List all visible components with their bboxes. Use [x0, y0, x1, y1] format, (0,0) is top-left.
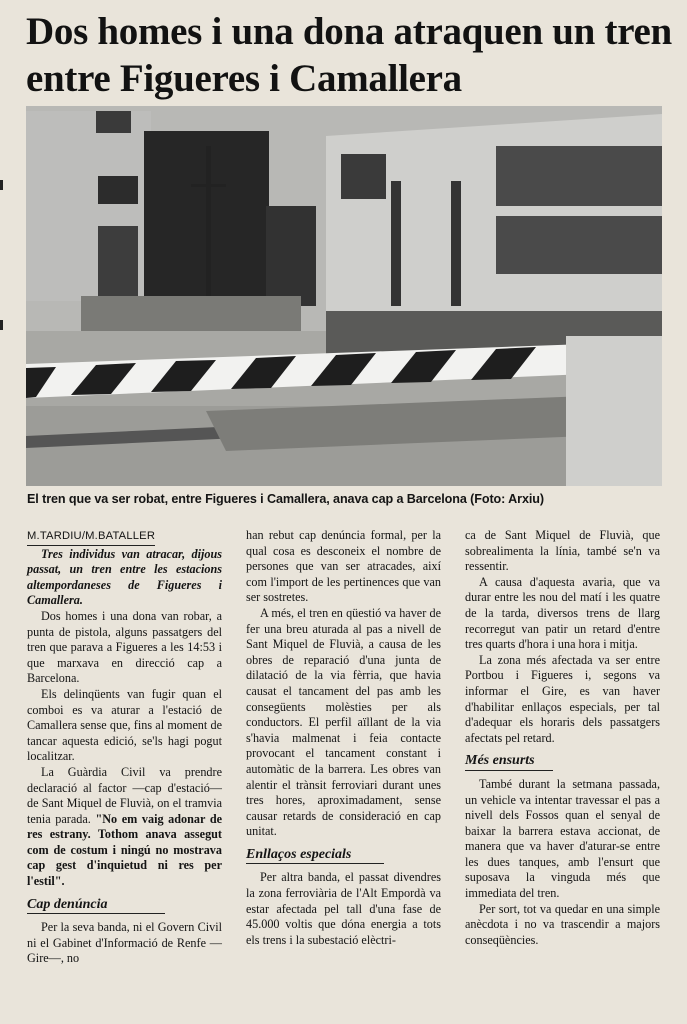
lede-paragraph: Tres individus van atracar, dijous passat, un tren entre les estacions altempordaneses de Figueres i Camallera. [27, 546, 222, 608]
headline: Dos homes i una dona atraquen un tren entre Figueres i Camallera [26, 10, 672, 100]
paragraph: A més, el tren en qüestió va haver de fer una breu aturada al pas a nivell de Sant Miquel de Fluvià, a causa de les obres de reparació d'una junta de dilatació de la via fèrria, que havia causat el tancament del pas amb les consegüents molèsties per als conductors. El perfil aïllant de la via s'havia malmenat i feia contacte provocant el tancament constant i automàtic de la barrera. Les obres van alentir el trànsit ferroviari durant unes tres hores, aproximadament, sense causar retards de consideració en cap unitat. [246, 605, 441, 839]
news-photo-train-level-crossing [26, 106, 662, 486]
subheading-cap-denuncia: Cap denúncia [27, 897, 165, 915]
paragraph: han rebut cap denúncia formal, per la qual cosa es desconeix el nombre de persones que van ser atracades, així com l'import de les pertinences que van ser sostretes. [246, 528, 441, 605]
paragraph: La zona més afectada va ser entre Portbou i Figueres i, segons va informar el Gire, es van haver d'habilitar enllaços especials, per tal d'adequar els horaris dels passatgers afectats pel retard. [465, 652, 660, 745]
page-edge-mark [0, 180, 3, 190]
paragraph-text: La Guàrdia Civil va prendre declaració al factor —cap d'estació— de Sant Miquel de Fluvià, on el tramvia tenia parada. [27, 764, 222, 826]
article-column-3 [465, 528, 660, 948]
subheading-mes-ensurts: Més ensurts [465, 753, 553, 771]
paragraph: Per altra banda, el passat divendres la zona ferroviària de l'Alt Empordà va estar afectada pel tall d'una fase de 45.000 voltis que dóna energia a tots els trens i la subestació elèctri- [246, 870, 441, 947]
quote-text: "No em vaig adonar de res estrany. Tothom anava assegut com de costum i ningú no mostrava cap gest d'inquietud ni res per l'estil". [27, 811, 223, 889]
article-column-1 [27, 528, 222, 967]
paragraph: ca de Sant Miquel de Fluvià, que sobrealimenta la línia, també se'n va ressentir. [465, 528, 660, 574]
paragraph [27, 765, 222, 890]
photo-caption: El tren que va ser robat, entre Figueres i Camallera, anava cap a Barcelona (Foto: Arxiu) [27, 492, 544, 506]
paragraph: Els delinqüents van fugir quan el comboi es va aturar a l'estació de Camallera sense que, fins al moment de tancar aquesta edició, se'ls hagi pogut localitzar. [27, 686, 222, 764]
subheading-enllacos-especials: Enllaços especials [246, 847, 384, 865]
paragraph: També durant la setmana passada, un vehicle va intentar travessar el pas a nivell dels Fossos quan el senyal de baixar la barrera estava accionat, de manera que va haver d'aturar-se entre les dues tanques, amb l'ensurt que suposava la vinguda més que immediata del tren. [465, 776, 660, 901]
paragraph: Per sort, tot va quedar en una simple anècdota i no va trascendir a majors conseqüències. [465, 901, 660, 947]
paragraph: Dos homes i una dona van robar, a punta de pistola, alguns passatgers del tren que parava a Figueres a les 14:53 i que marxava en direcció cap a Barcelona. [27, 608, 222, 686]
byline: M.TARDIU/M.BATALLER [27, 529, 155, 546]
paragraph: Per la seva banda, ni el Govern Civil ni el Gabinet d'Informació de Renfe —Gire—, no [27, 920, 222, 966]
article-column-2 [246, 528, 441, 948]
paragraph: A causa d'aquesta avaria, que va durar entre les nou del matí i les quatre de la tarda, diversos trens de llarg recorregut van patir un retard d'entre tres quarts d'hora i una hora i mitja. [465, 574, 660, 652]
page-edge-mark [0, 320, 3, 330]
